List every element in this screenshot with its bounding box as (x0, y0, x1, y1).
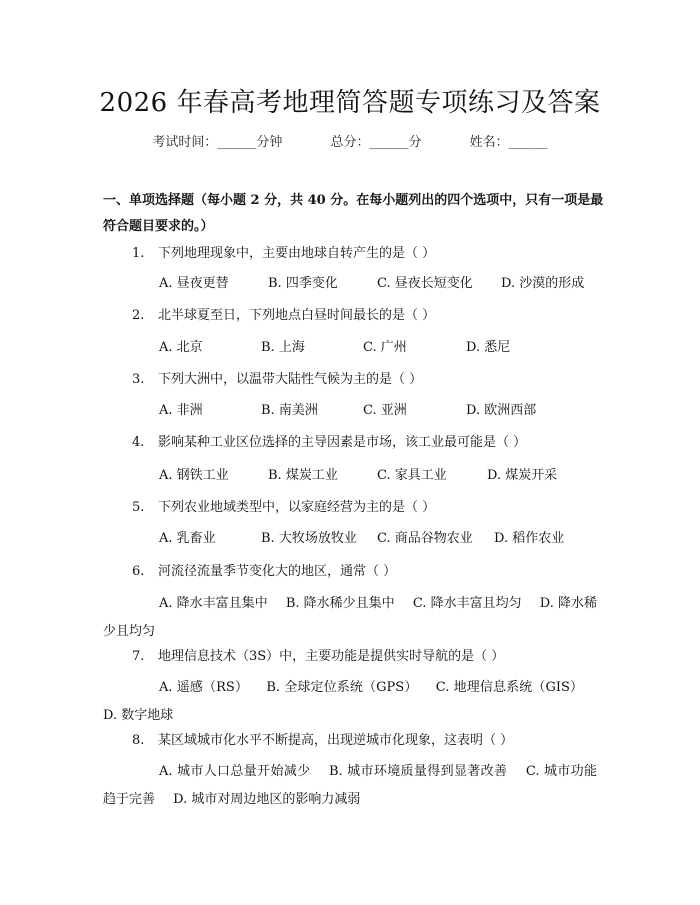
option-a: A. 昼夜更替 (159, 276, 229, 291)
option-d: D. 悉尼 (466, 340, 511, 355)
option-row (103, 758, 597, 814)
option-d: D. 沙漠的形成 (501, 276, 585, 291)
option-c: C. 地理信息系统（GIS） (435, 680, 583, 695)
question-text: 河流径流量季节变化大的地区，通常（ ） (158, 564, 397, 579)
question-stem (132, 561, 602, 583)
option-c: C. 降水丰富且均匀 (412, 596, 522, 611)
question-text: 下列农业地域类型中，以家庭经营为主的是（ ） (158, 500, 436, 515)
option-b: B. 城市环境质量得到显著改善 (328, 764, 508, 779)
question-stem (132, 243, 602, 265)
option-d: D. 降水稀少且均匀 (103, 596, 597, 639)
document-title: 2026 年春高考地理简答题专项练习及答案 (99, 88, 601, 118)
option-a: A. 北京 (159, 340, 203, 355)
exam-meta (0, 131, 700, 150)
question-text: 某区域城市化水平不断提高，出现逆城市化现象，这表明（ ） (158, 733, 514, 748)
student-name-field: 姓名：______ (469, 135, 548, 150)
option-a: A. 钢铁工业 (159, 468, 229, 483)
option-a: A. 城市人口总量开始减少 (159, 764, 311, 779)
question-number: 1. (132, 246, 145, 261)
option-a: A. 乳畜业 (159, 531, 216, 546)
option-d: D. 城市对周边地区的影响力减弱 (173, 792, 361, 807)
option-c: C. 家具工业 (377, 468, 447, 483)
question-number: 3. (132, 372, 145, 387)
exam-time-field: 考试时间：______分钟 (152, 135, 283, 150)
question-text: 地理信息技术（3S）中，主要功能是提供实时导航的是（ ） (158, 649, 505, 664)
option-b: B. 上海 (261, 340, 305, 355)
question-text: 北半球夏至日，下列地点白昼时间最长的是（ ） (158, 308, 436, 323)
option-row (103, 590, 597, 646)
option-a: A. 降水丰富且集中 (159, 596, 268, 611)
option-c: C. 昼夜长短变化 (377, 276, 473, 291)
option-a: A. 非洲 (159, 403, 203, 418)
option-c: C. 亚洲 (363, 403, 407, 418)
question-number: 7. (132, 649, 145, 664)
option-b: B. 南美洲 (261, 403, 318, 418)
option-b: B. 大牧场放牧业 (261, 531, 357, 546)
section-heading: 一、单项选择题（每小题 2 分，共 40 分。在每小题列出的四个选项中，只有一项是最符合题目要求的。） (103, 193, 604, 234)
option-d: D. 欧洲西部 (466, 403, 537, 418)
question-number: 8. (132, 733, 145, 748)
option-d: D. 数字地球 (103, 708, 174, 723)
question-text: 影响某种工业区位选择的主导因素是市场，该工业最可能是（ ） (158, 435, 527, 450)
question-stem (132, 730, 602, 752)
option-b: B. 全球定位系统（GPS） (266, 680, 418, 695)
question-text: 下列地理现象中，主要由地球自转产生的是（ ） (158, 246, 436, 261)
question-number: 2. (132, 308, 145, 323)
question-stem (132, 432, 602, 454)
question-stem (132, 646, 602, 668)
question-text: 下列大洲中，以温带大陆性气候为主的是（ ） (158, 372, 423, 387)
question-number: 6. (132, 564, 145, 579)
question-stem (132, 369, 602, 391)
question-stem (132, 305, 602, 327)
option-d: D. 煤炭开采 (487, 468, 558, 483)
option-row (103, 674, 597, 730)
option-a: A. 遥感（RS） (159, 680, 249, 695)
option-c: C. 广州 (363, 340, 407, 355)
option-b: B. 降水稀少且集中 (285, 596, 395, 611)
total-score-field: 总分：______分 (330, 135, 422, 150)
option-d: D. 稻作农业 (494, 531, 565, 546)
option-b: B. 四季变化 (268, 276, 338, 291)
option-b: B. 煤炭工业 (268, 468, 338, 483)
option-c: C. 城市功能趋于完善 (103, 764, 597, 807)
question-number: 5. (132, 500, 145, 515)
option-c: C. 商品谷物农业 (377, 531, 473, 546)
question-number: 4. (132, 435, 145, 450)
question-stem (132, 497, 602, 519)
